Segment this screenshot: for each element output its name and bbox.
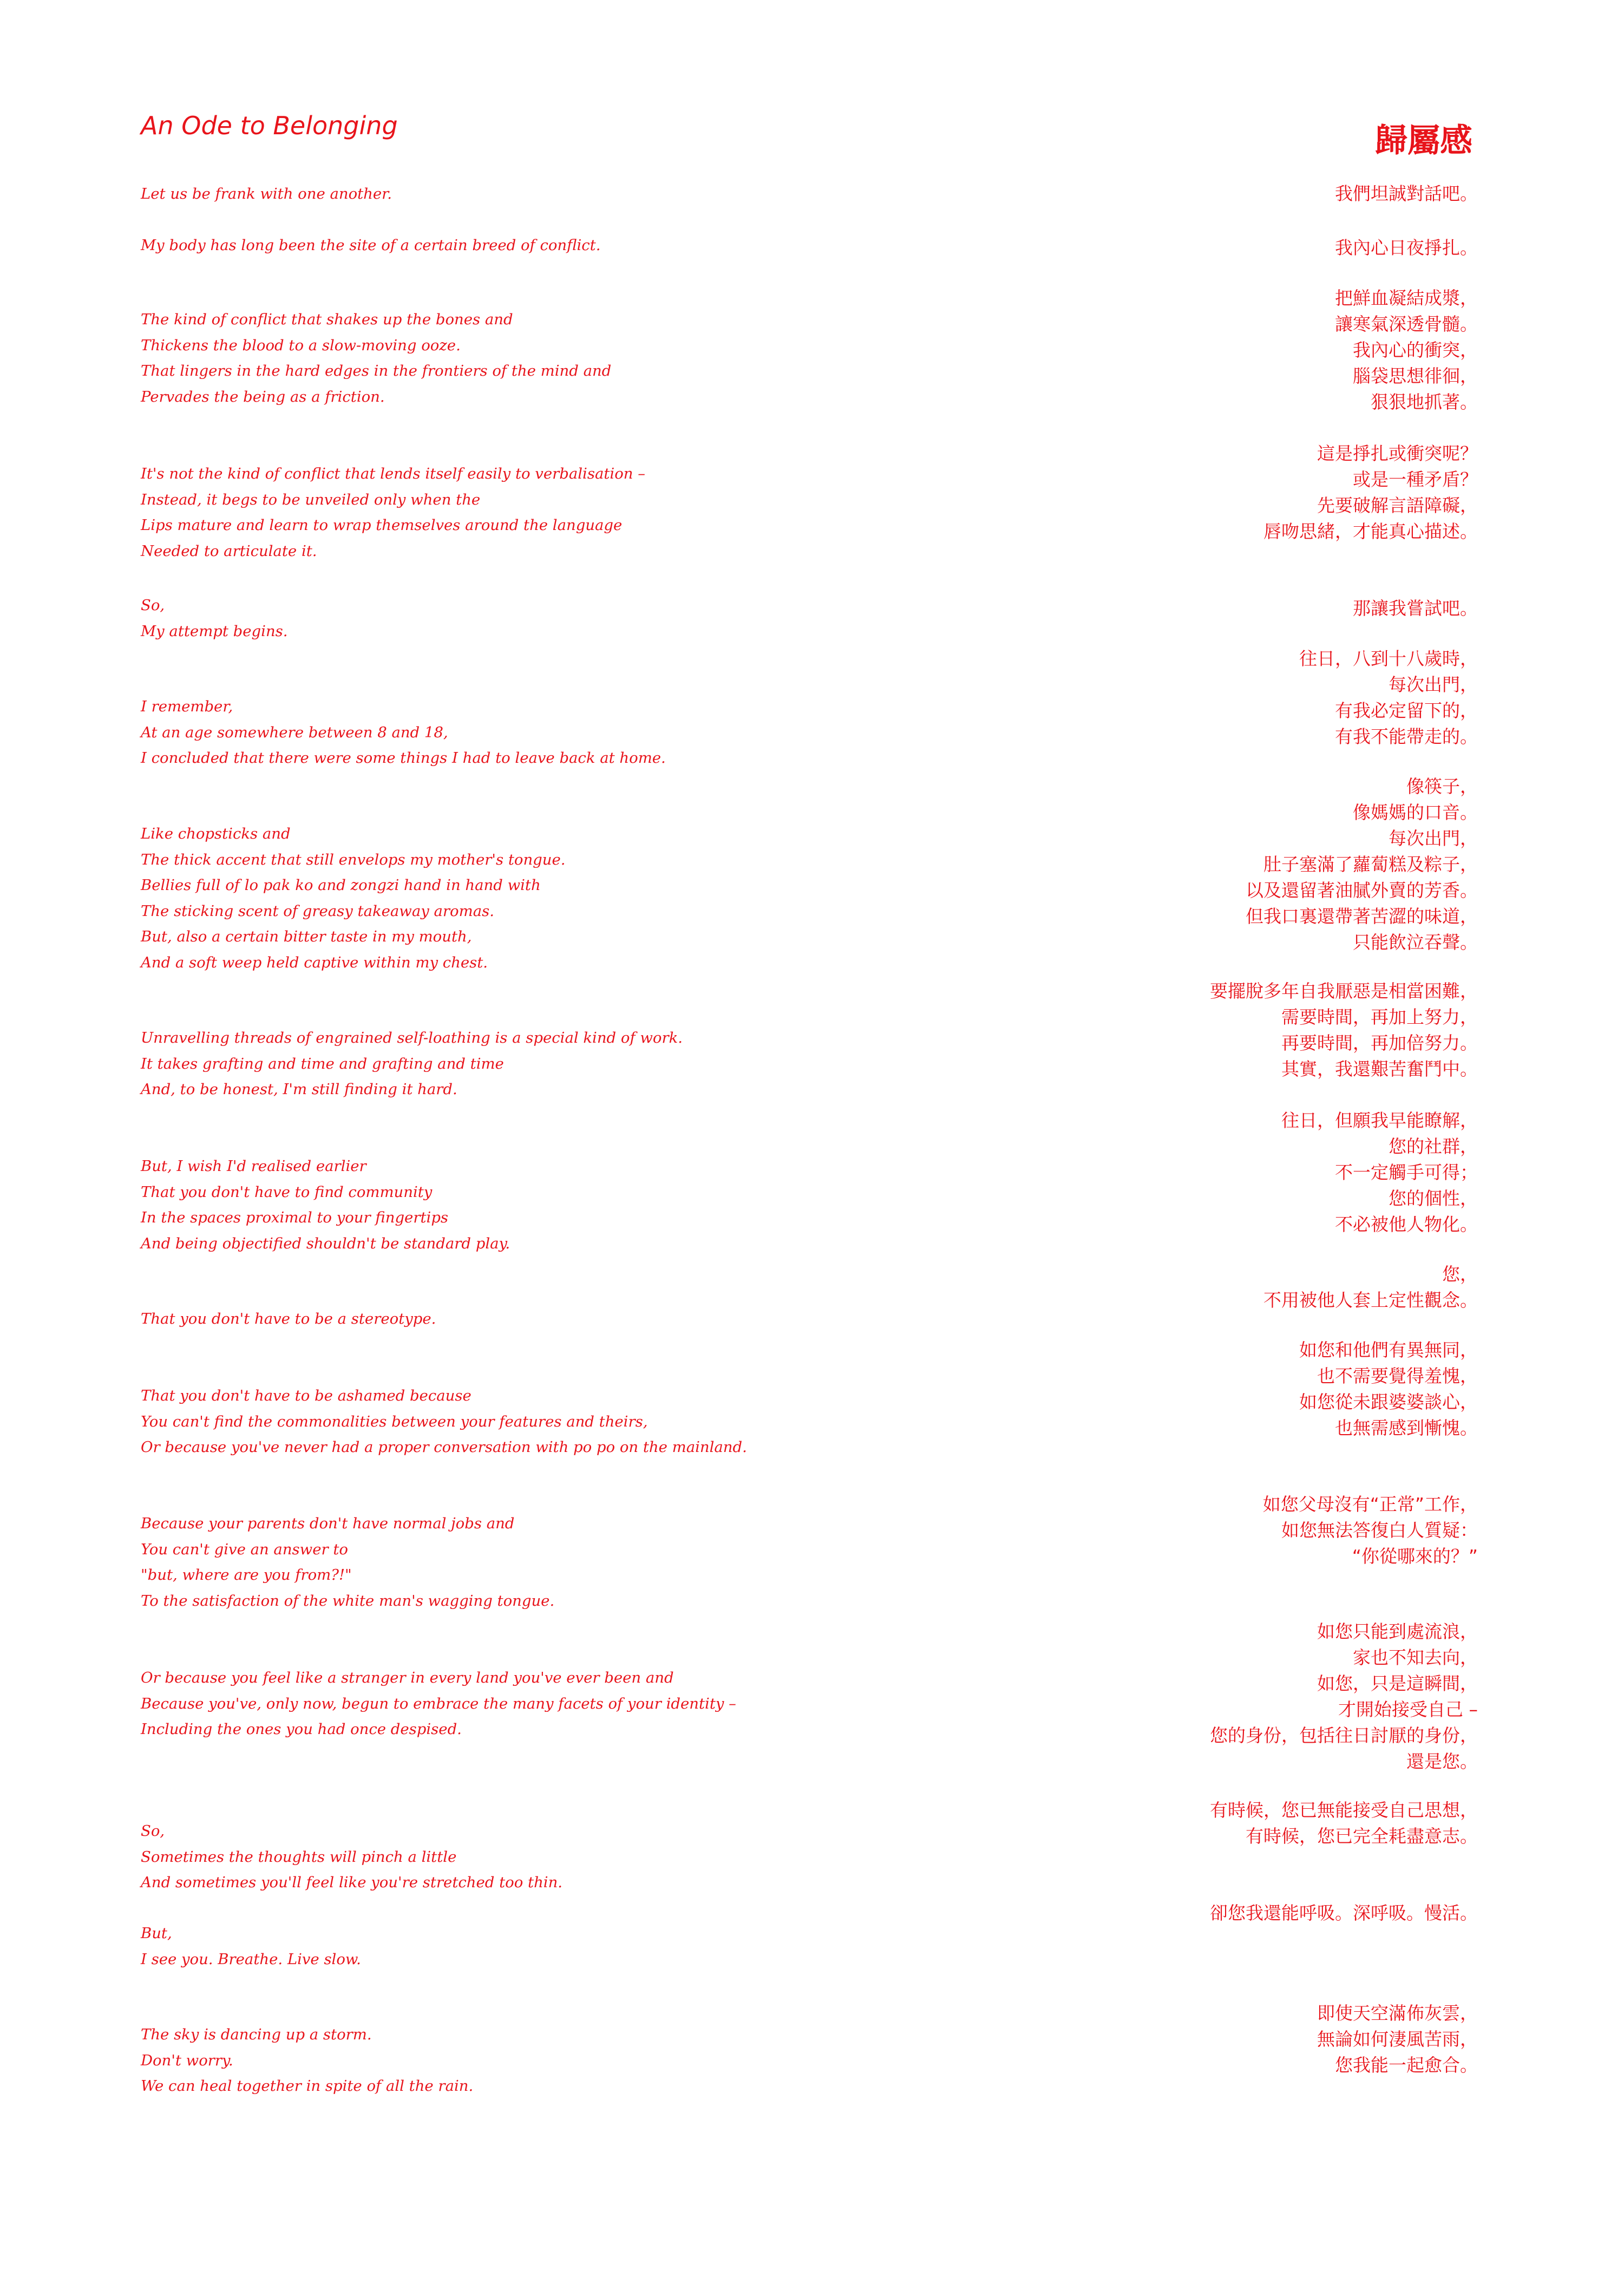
chinese-poem-line: 家也不知去向，: [1353, 1647, 1478, 1668]
english-poem-line: And being objectified shouldn't be standard play.: [141, 1234, 510, 1252]
chinese-poem-line: 像筷子，: [1406, 776, 1478, 797]
chinese-poem-line: “你從哪來的？”: [1352, 1546, 1478, 1567]
chinese-poem-line: 即使天空滿佈灰雲，: [1317, 2003, 1478, 2024]
english-poem-line: I see you. Breathe. Live slow.: [141, 1950, 361, 1968]
english-poem-line: So,: [141, 597, 165, 614]
english-poem-line: That lingers in the hard edges in the frontiers of the mind and: [141, 362, 612, 380]
english-poem-line: Or because you feel like a stranger in every land you've ever been and: [141, 1669, 674, 1686]
chinese-poem-line: 有我不能帶走的。: [1335, 726, 1478, 747]
english-poem-line: It takes grafting and time and grafting and time: [141, 1055, 504, 1072]
english-stanza: [141, 694, 666, 771]
chinese-poem-line: 不用被他人套上定性觀念。: [1263, 1290, 1478, 1311]
english-poem-line: You can't find the commonalities between your features and theirs,: [141, 1412, 648, 1430]
chinese-poem-line: 無論如何淒風苦雨，: [1317, 2029, 1478, 2050]
english-poem-line: That you don't have to be a stereotype.: [141, 1310, 436, 1327]
chinese-poem-line: 唇吻思緒，才能真心描述。: [1263, 521, 1478, 542]
chinese-stanza: [1335, 235, 1478, 261]
english-stanza: [141, 233, 600, 259]
chinese-stanza: [1335, 181, 1478, 207]
chinese-stanza: [1317, 2000, 1478, 2078]
english-poem-line: Needed to articulate it.: [141, 542, 317, 560]
chinese-poem-line: 您，: [1442, 1264, 1478, 1285]
english-poem-line: Bellies full of lo pak ko and zongzi hand in hand with: [141, 876, 541, 894]
english-poem-line: Including the ones you had once despised.: [141, 1721, 462, 1738]
chinese-stanza: [1281, 1108, 1478, 1238]
chinese-poem-line: 我內心的衝突，: [1353, 339, 1478, 361]
chinese-poem-line: 只能飲泣吞聲。: [1353, 932, 1478, 953]
english-poem-line: Or because you've never had a proper conversation with po po on the mainland.: [141, 1438, 747, 1456]
chinese-title: 歸屬感: [1375, 122, 1472, 160]
english-poem-line: Because you've, only now, begun to embrace the many facets of your identity –: [141, 1695, 736, 1712]
english-poem-line: To the satisfaction of the white man's wagging tongue.: [141, 1592, 555, 1610]
english-poem-line: Like chopsticks and: [141, 825, 291, 842]
english-poem-line: You can't give an answer to: [141, 1540, 348, 1558]
english-title: An Ode to Belonging: [141, 111, 398, 140]
chinese-stanza: [1263, 1492, 1478, 1569]
chinese-stanza: [1210, 1619, 1478, 1775]
english-poem-line: But,: [141, 1925, 172, 1942]
english-stanza: [141, 1511, 554, 1614]
english-poem-line: The sticking scent of greasy takeaway aromas.: [141, 902, 494, 920]
chinese-poem-line: 如您和他們有異無同，: [1299, 1339, 1478, 1360]
chinese-poem-line: 但我口裏還帶著苦澀的味道，: [1246, 906, 1478, 927]
chinese-poem-line: 也無需感到慚愧。: [1335, 1417, 1478, 1438]
chinese-poem-line: 您的個性，: [1389, 1188, 1478, 1209]
chinese-poem-line: 或是一種矛盾？: [1353, 469, 1478, 490]
chinese-poem-line: 以及還留著油膩外賣的芳香。: [1246, 880, 1478, 901]
english-stanza: [141, 1383, 747, 1461]
chinese-poem-line: 如您，只是這瞬間，: [1317, 1673, 1478, 1694]
english-poem-line: "but, where are you from?!": [141, 1566, 352, 1584]
english-stanza: [141, 821, 566, 976]
english-poem-line: In the spaces proximal to your fingertips: [141, 1209, 449, 1226]
english-poem-line: The kind of conflict that shakes up the bones and: [141, 311, 513, 328]
chinese-poem-line: 需要時間，再加上努力，: [1281, 1006, 1478, 1028]
chinese-poem-line: 這是掙扎或衝突呢？: [1317, 443, 1478, 464]
english-poem-line: We can heal together in spite of all the rain.: [141, 2077, 474, 2095]
english-stanza: [141, 1665, 736, 1743]
english-poem-line: My body has long been the site of a certain breed of conflict.: [141, 237, 601, 254]
chinese-poem-line: 腦袋思想徘徊，: [1353, 365, 1478, 387]
english-poem-line: Unravelling threads of engrained self-loathing is a special kind of work.: [141, 1029, 683, 1046]
chinese-stanza: [1210, 978, 1478, 1082]
chinese-poem-line: 再要時間，再加倍努力。: [1281, 1032, 1478, 1054]
english-poem-line: And sometimes you'll feel like you're stretched too thin.: [141, 1874, 563, 1891]
english-poem-line: The sky is dancing up a storm.: [141, 2026, 372, 2043]
english-poem-line: Let us be frank with one another.: [141, 185, 392, 202]
chinese-poem-line: 如您從未跟婆婆談心，: [1299, 1391, 1478, 1412]
english-poem-line: Instead, it begs to be unveiled only when the: [141, 490, 481, 508]
english-poem-line: But, also a certain bitter taste in my mouth,: [141, 928, 472, 945]
english-stanza: [141, 461, 645, 564]
english-poem-line: And, to be honest, I'm still finding it hard.: [141, 1081, 457, 1098]
chinese-stanza: [1353, 596, 1478, 622]
english-stanza: [141, 307, 611, 410]
chinese-poem-line: 往日，八到十八歲時，: [1299, 648, 1478, 669]
english-poem-line: But, I wish I'd realised earlier: [141, 1157, 366, 1175]
english-stanza: [141, 181, 392, 207]
english-stanza: [141, 1921, 361, 1972]
chinese-poem-line: 讓寒氣深透骨髓。: [1335, 313, 1478, 335]
english-poem-line: I remember,: [141, 698, 233, 715]
english-poem-line: It's not the kind of conflict that lends itself easily to verbalisation –: [141, 465, 645, 482]
chinese-poem-line: 要擺脫多年自我厭惡是相當困難，: [1210, 980, 1478, 1002]
chinese-poem-line: 您我能一起愈合。: [1335, 2055, 1478, 2076]
chinese-poem-line: 有時候，您已完全耗盡意志。: [1246, 1826, 1478, 1847]
chinese-stanza: [1263, 441, 1478, 545]
chinese-poem-line: 先要破解言語障礙，: [1317, 495, 1478, 516]
chinese-poem-line: 每次出門，: [1389, 674, 1478, 695]
english-poem-line: Lips mature and learn to wrap themselves around the language: [141, 516, 623, 534]
chinese-stanza: [1335, 285, 1478, 415]
chinese-poem-line: 有我必定留下的，: [1335, 700, 1478, 721]
chinese-poem-line: 您的社群，: [1389, 1136, 1478, 1157]
english-stanza: [141, 1819, 562, 1896]
chinese-stanza: [1246, 774, 1478, 956]
chinese-poem-line: 我們坦誠對話吧。: [1335, 183, 1478, 204]
english-poem-line: Thickens the blood to a slow-moving ooze.: [141, 336, 461, 354]
chinese-poem-line: 其實，我還艱苦奮鬥中。: [1281, 1058, 1478, 1080]
chinese-poem-line: 不必被他人物化。: [1335, 1214, 1478, 1235]
chinese-stanza: [1299, 1337, 1478, 1441]
english-poem-line: That you don't have to be ashamed because: [141, 1387, 472, 1404]
english-poem-line: Because your parents don't have normal jobs and: [141, 1515, 515, 1532]
english-poem-line: Sometimes the thoughts will pinch a little: [141, 1848, 457, 1866]
english-poem-line: Don't worry.: [141, 2051, 233, 2069]
chinese-poem-line: 還是您。: [1406, 1751, 1478, 1772]
chinese-poem-line: 把鮮血凝結成漿，: [1335, 287, 1478, 309]
english-stanza: [141, 593, 288, 644]
chinese-stanza: [1210, 1797, 1478, 1849]
chinese-poem-line: 您的身份，包括往日討厭的身份，: [1210, 1725, 1478, 1746]
english-stanza: [141, 1154, 510, 1257]
english-poem-line: So,: [141, 1822, 165, 1840]
english-poem-line: The thick accent that still envelops my mother's tongue.: [141, 851, 566, 868]
chinese-poem-line: 狠狠地抓著。: [1371, 391, 1478, 413]
english-stanza: [141, 2022, 473, 2099]
chinese-poem-line: 有時候，您已無能接受自己思想，: [1210, 1800, 1478, 1821]
chinese-poem-line: 往日，但願我早能瞭解，: [1281, 1110, 1478, 1131]
chinese-poem-line: 每次出門，: [1389, 828, 1478, 849]
chinese-poem-line: 那讓我嘗試吧。: [1353, 598, 1478, 619]
english-stanza: [141, 1306, 436, 1332]
chinese-poem-line: 肚子塞滿了蘿蔔糕及粽子，: [1263, 854, 1478, 875]
chinese-poem-line: 卻您我還能呼吸。深呼吸。慢活。: [1210, 1902, 1478, 1924]
chinese-poem-line: 也不需要覺得羞愧，: [1317, 1365, 1478, 1386]
chinese-poem-line: 如您父母沒有“正常”工作，: [1262, 1494, 1478, 1515]
english-poem-line: I concluded that there were some things I had to leave back at home.: [141, 749, 666, 767]
chinese-poem-line: 不一定觸手可得；: [1335, 1162, 1478, 1183]
chinese-poem-line: 如您只能到處流浪，: [1317, 1621, 1478, 1642]
english-stanza: [141, 1025, 683, 1103]
chinese-poem-line: 如您無法答復白人質疑：: [1281, 1520, 1478, 1541]
chinese-stanza: [1299, 646, 1478, 750]
chinese-poem-line: 我內心日夜掙扎。: [1335, 237, 1478, 258]
english-poem-line: Pervades the being as a friction.: [141, 388, 385, 405]
english-poem-line: That you don't have to find community: [141, 1183, 433, 1201]
chinese-stanza: [1263, 1261, 1478, 1313]
english-poem-line: My attempt begins.: [141, 622, 288, 640]
chinese-poem-line: 像媽媽的口音。: [1353, 802, 1478, 823]
chinese-stanza: [1210, 1900, 1478, 1926]
english-poem-line: And a soft weep held captive within my chest.: [141, 953, 488, 971]
chinese-poem-line: 才開始接受自己 –: [1338, 1699, 1478, 1720]
english-poem-line: At an age somewhere between 8 and 18,: [141, 723, 448, 741]
